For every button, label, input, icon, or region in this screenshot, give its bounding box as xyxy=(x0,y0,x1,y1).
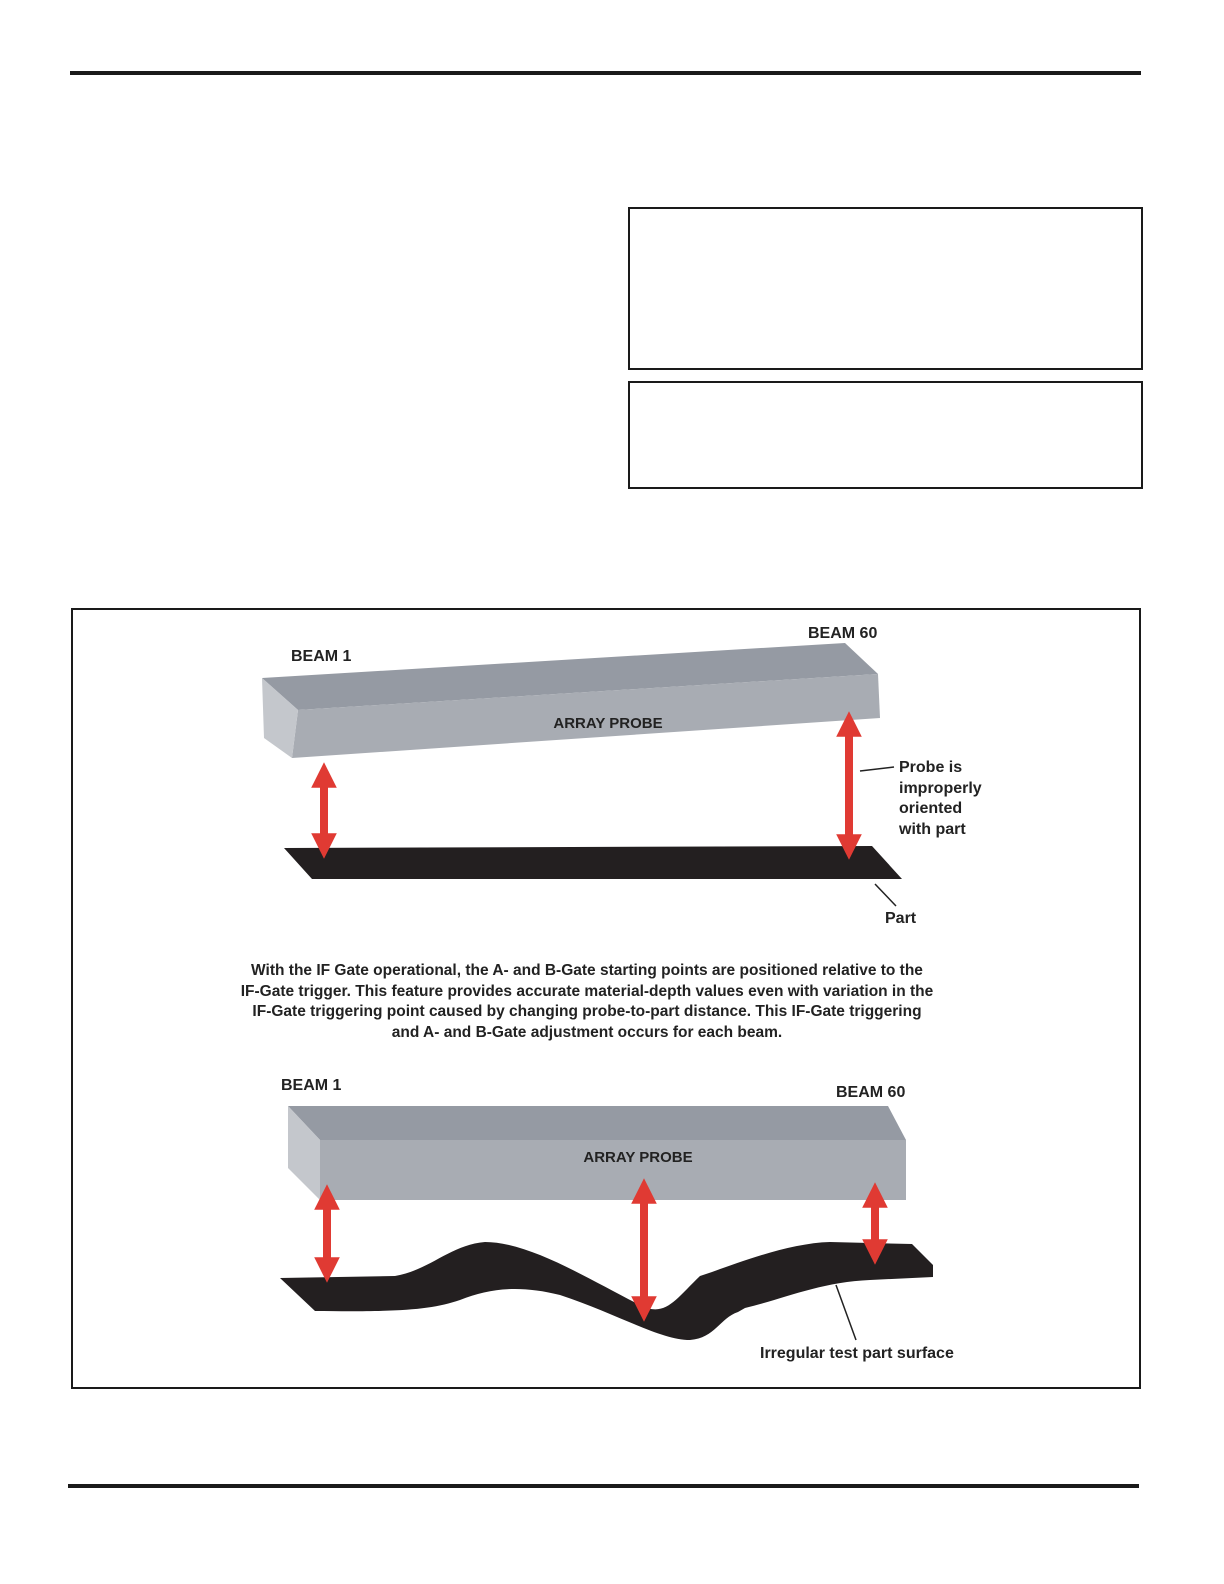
note-line: with part xyxy=(899,821,966,838)
caption-line: IF-Gate trigger. This feature provides accurate material-depth values even with variation in the xyxy=(240,983,934,1000)
array-probe-label: ARRAY PROBE xyxy=(583,1149,693,1166)
array-probe-label: ARRAY PROBE xyxy=(553,715,663,732)
tilted-array-probe xyxy=(262,643,880,758)
caption-line: and A- and B-Gate adjustment occurs for each beam. xyxy=(391,1024,783,1041)
caption-line: IF-Gate triggering point caused by changing probe-to-part distance. This IF-Gate triggering xyxy=(252,1003,922,1020)
note-line: improperly xyxy=(899,780,982,797)
beam-60-label: BEAM 60 xyxy=(836,1084,906,1101)
surface-label: Irregular test part surface xyxy=(760,1345,954,1362)
part-leader-line xyxy=(875,884,896,906)
beam-1-label: BEAM 1 xyxy=(291,648,352,665)
beam-60-label: BEAM 60 xyxy=(808,625,878,642)
beam-1-label: BEAM 1 xyxy=(281,1077,342,1094)
caption-line: With the IF Gate operational, the A- and B-Gate starting points are positioned relative to the xyxy=(251,962,923,979)
note-leader-line xyxy=(860,767,894,771)
irregular-part xyxy=(280,1242,933,1340)
flat-part xyxy=(284,846,902,879)
note-line: oriented xyxy=(899,800,963,817)
note-line: Probe is xyxy=(899,759,963,776)
surface-leader-line xyxy=(836,1285,856,1340)
part-label: Part xyxy=(885,910,917,927)
